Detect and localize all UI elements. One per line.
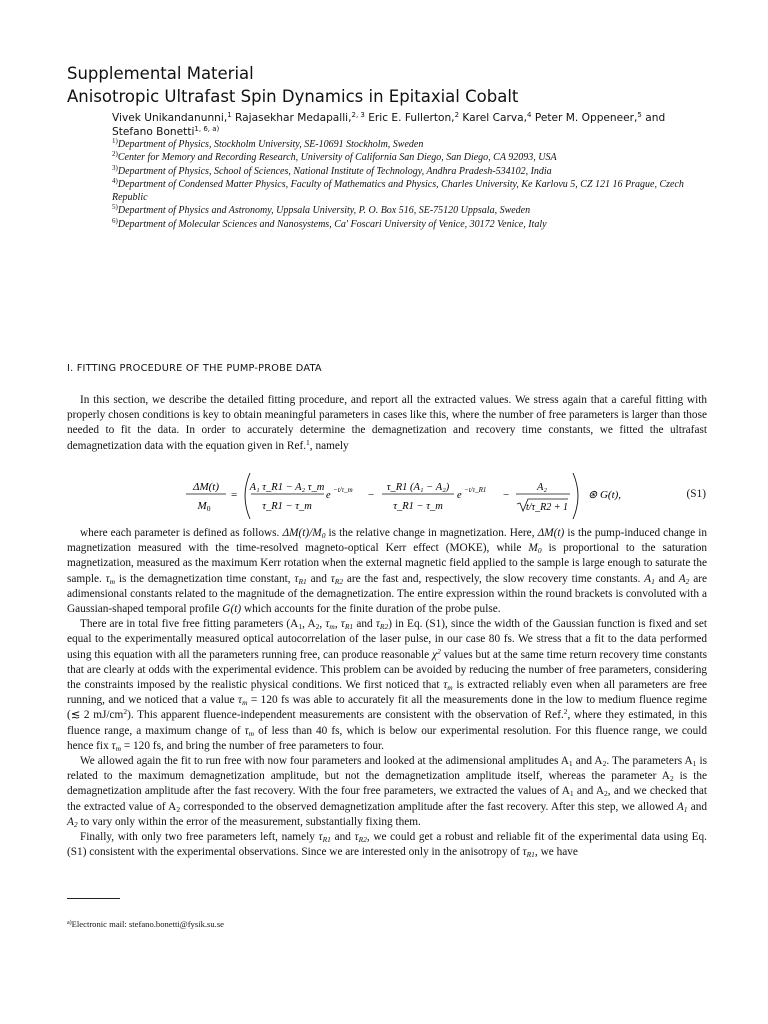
left-paren — [245, 473, 250, 519]
exp-base: e — [326, 490, 331, 501]
subscript: 1 — [692, 759, 697, 769]
math-symbol: $A_2$ — [67, 815, 78, 829]
subscript: 2 — [176, 804, 181, 814]
affiliation-number: 6) — [112, 216, 118, 225]
author-name: Vivek Unikandanunni, — [112, 112, 228, 124]
body-text: In this section, we describe the detailed fitting procedure, and report all the extracted values. We stress again that a careful fitting with properly chosen conditions is key to obtain meaningful parameters in cases like this, where the number of free parameters is larger than those needed to fit the data. In order to accurately determine the demagnetization and recovery time constants, we fitted the ultrafast demagnetization data with the equation given in Ref. — [67, 394, 707, 452]
body-text: , and we checked that the extracted value of A — [67, 785, 708, 813]
affiliation-text: Department of Condensed Matter Physics, Faculty of Mathematics and Physics, Charles University, Ke Karlovu 5, CZ 121 16 Prague, Czech Republic — [112, 178, 684, 204]
author-affil-sup: 2 — [454, 111, 460, 119]
subscript: 1 — [298, 622, 303, 632]
subscript: 2 — [669, 774, 674, 784]
body-text: , namely — [309, 439, 349, 452]
math-symbol: $\tau_{R2}$ — [330, 572, 344, 586]
footnote-text: Electronic mail: stefano.bonetti@fysik.su.se — [71, 919, 224, 929]
affiliation-list — [112, 138, 702, 231]
math-symbol: $A_2$ — [678, 572, 690, 586]
author-affil-sup: 2, 3 — [351, 111, 365, 119]
body-text: values but at the same time return recovery time constants that are clearly at odds with the experimental evidence. This problem can be avoided by reducing the number of free parameters, considering the constraints imposed by the realistic physical conditions. We first noticed that — [67, 648, 707, 692]
intro-paragraph — [67, 393, 707, 454]
minus-sign: − — [368, 489, 375, 501]
body-text: is the relative change in magnetization. Here, — [328, 527, 535, 539]
right-paren — [573, 473, 578, 519]
body-text: and — [310, 572, 327, 585]
body-text: = 120 fs was able to accurately fit all the measurements done in the low to medium fluence regime (≲ 2 mJ/cm — [67, 694, 708, 722]
affiliation-text: Department of Physics, Stockholm University, SE-10691 Stockholm, Sweden — [117, 139, 424, 150]
math-symbol: $\tau_{R2}$ — [375, 618, 389, 632]
affiliation — [112, 178, 702, 205]
body-text: is the pump-induced change in magnetization measured with the time-resolved magneto-optical Kerr effect (MOKE), while — [67, 527, 708, 555]
subscript: 1 — [568, 759, 573, 769]
math-symbol: $\Delta M(t)/M_0$ — [282, 527, 326, 540]
math-symbol: ΔM(t) — [537, 527, 565, 539]
math-symbol: $\tau_m$ — [325, 618, 335, 632]
minus-sign: − — [503, 489, 510, 501]
affiliation — [112, 204, 702, 217]
body-text: and A — [575, 755, 603, 768]
body-text: corresponded to the observed demagnetization amplitude after the fast recovery. After this step, we allowed — [183, 800, 674, 813]
body-text: and — [658, 572, 675, 585]
footnote — [67, 919, 224, 930]
body-text: ). This apparent fluence-independent measurements are consistent with the observation of Ref. — [127, 709, 564, 722]
superscript: 2 — [123, 707, 128, 717]
term1-denominator: τ_R1 − τ_m — [262, 501, 312, 512]
term2-denominator: τ_R1 − τ_m — [393, 501, 443, 512]
body-text: = 120 fs, and bring the number of free parameters to four. — [123, 739, 384, 752]
affiliation-number: 1) — [112, 137, 118, 145]
math-symbol: $\tau_m$ — [105, 572, 116, 586]
math-symbol: $\tau_{R1}$ — [340, 618, 354, 632]
math-symbol: $M_0$ — [528, 542, 542, 556]
math-symbol: $\tau_{R2}$ — [354, 831, 367, 845]
author-affil-sup: 5 — [637, 111, 642, 119]
math-symbol: $\tau_{R1}$ — [294, 572, 307, 586]
math-symbol: $A_1$ — [676, 800, 688, 814]
math-symbol: $\tau_m$ — [443, 679, 453, 693]
term1-exponent: −t/τ_m — [333, 486, 353, 494]
affiliation-number: 4) — [112, 176, 118, 185]
equation-s1-svg — [100, 470, 660, 522]
equation-lhs-denominator: M0 — [197, 500, 211, 513]
math-symbol: $\tau_m$ — [238, 694, 248, 708]
reference-marker: 1 — [306, 437, 310, 447]
affiliation — [112, 218, 702, 231]
body-text: is the demagnetization amplitude after the fast recovery. With the four free parameters, we extracted the values of A — [67, 770, 707, 798]
subscript: 1 — [569, 789, 574, 799]
subscript: 2 — [604, 789, 608, 799]
affiliation-text: Department of Physics and Astronomy, Uppsala University, P. O. Box 516, SE-75120 Uppsala, Sweden — [117, 205, 531, 217]
convolution-term: ⊛ G(t), — [588, 489, 622, 501]
affiliation — [112, 138, 702, 151]
body-text: and — [690, 800, 708, 813]
affiliation-text: Center for Memory and Recording Research, University of California San Diego, San Diego, CA 92093, USA — [117, 152, 557, 164]
body-text: and — [334, 831, 351, 844]
affiliation-number: 2) — [112, 150, 118, 159]
term2-numerator: τ_R1 (A₁ − A₂) — [386, 482, 450, 493]
author-affil-sup: 1 — [227, 111, 232, 119]
affiliation-number: 3) — [112, 163, 118, 172]
body-text: , where they estimated, in this fluence range, a maximum change of — [67, 709, 707, 737]
subscript: 2 — [315, 622, 320, 632]
body-text: of less than 40 fs, which is below our experimental resolution. For this fluence range, we could hence fix — [67, 724, 708, 752]
supplemental-label: Supplemental Material — [67, 64, 254, 83]
affiliation-text: Department of Physics, School of Sciences, National Institute of Technology, Andhra Pradesh-534102, India — [117, 165, 552, 177]
body-text: , we have — [534, 846, 578, 859]
term3-numerator: A₂ — [536, 482, 548, 493]
equation-s1 — [100, 470, 710, 522]
body-text: is extracted reliably even when all parameters are free running, and we noticed that a value — [67, 679, 707, 707]
author-name: Rajasekhar Medapalli, — [235, 112, 352, 124]
body-text: Finally, with only two free parameters left, namely — [80, 831, 315, 844]
body-text: , we could get a robust and reliable fit of the experimental data using Eq. (S1) consistent with the experimental observations. Since we are interested only in the anisotropy of — [67, 831, 708, 859]
author-conjunction: and — [645, 112, 666, 124]
affiliation-text: Department of Molecular Sciences and Nanosystems, Ca' Foscari University of Venice, 30172 Venice, Italy — [117, 218, 547, 230]
math-symbol: $A_1$ — [644, 572, 655, 586]
affiliation — [112, 151, 702, 164]
body-text: We allowed again the fit to run free with now four parameters and looked at the adimensional amplitudes A — [80, 755, 569, 768]
math-symbol: $\tau_m$ — [244, 724, 255, 738]
affiliation-number: 5) — [112, 203, 118, 212]
body-text: and — [356, 618, 373, 631]
math-symbol: G(t) — [222, 603, 242, 616]
body-text: . The parameters A — [606, 755, 693, 768]
author-name: Peter M. Oppeneer, — [534, 112, 638, 124]
section-heading: I. FITTING PROCEDURE OF THE PUMP-PROBE DATA — [67, 363, 322, 374]
equals-sign: = — [231, 489, 238, 501]
equation-lhs-numerator: ΔM(t) — [192, 481, 220, 493]
exp-base: e — [457, 490, 462, 501]
affiliation — [112, 165, 702, 178]
term1-numerator: A₁ τ_R1 − A₂ τ_m — [249, 482, 325, 493]
author-name: Stefano Bonetti — [112, 126, 195, 138]
body-text: ) in Eq. (S1), since the width of the Gaussian function is fixed and set equal to the experimentally measured optical autocorrelation of the laser pulse, in our case 80 fs. We stress that a fit to the data performed using this equation with all the parameters running free, can produce reasonable — [67, 618, 708, 661]
body-text: is proportional to the saturation magnetization, measured as the maximum Kerr rotation when the external magnetic field applied to the sample is large enough to saturate the sample. — [67, 542, 708, 585]
footnote-marker: a) — [67, 920, 72, 926]
body-text: is the demagnetization time constant, — [118, 572, 291, 585]
body-text: to vary only within the error of the measurement, substantially fixing them. — [80, 815, 421, 828]
author-name: Karel Carva, — [462, 112, 527, 124]
body-text: are the fast and, respectively, the slow recovery time constants. — [346, 572, 641, 585]
paper-title: Anisotropic Ultrafast Spin Dynamics in Epitaxial Cobalt — [67, 87, 519, 106]
math-symbol: $\tau_m$ — [111, 739, 122, 753]
author-affil-sup: 4 — [526, 111, 532, 119]
body-text: and A — [576, 785, 605, 798]
body-text: which accounts for the finite duration of the probe pulse. — [243, 603, 501, 616]
body-text: is related to the maximum demagnetization amplitude, but not the demagnetization amplitude itself, whereas the parameter A — [67, 755, 707, 783]
math-symbol: $\tau_{R1}$ — [318, 831, 331, 845]
equation-number: (S1) — [686, 488, 706, 500]
author-list — [112, 111, 712, 139]
math-symbol: $\chi^2$ — [432, 646, 441, 661]
definitions-paragraph — [67, 526, 707, 860]
math-symbol: $\tau_{R1}$ — [522, 846, 535, 860]
term2-exponent: −t/τ_R1 — [464, 486, 487, 494]
body-text: are adimensional constants related to the magnitude of the demagnetization. The entire expression within the round brackets is convoluted with a Gaussian-shaped temporal profile — [67, 572, 707, 616]
footnote-rule — [67, 898, 120, 899]
body-text: where each parameter is defined as follows. — [80, 527, 280, 539]
subscript: 2 — [602, 759, 607, 769]
body-text: There are in total five free fitting parameters (A — [80, 618, 299, 631]
reference-marker: 2 — [563, 707, 568, 717]
body-text: , — [319, 618, 323, 631]
term3-denominator: t/τ_R2 + 1 — [526, 502, 568, 513]
body-text: , — [334, 618, 338, 631]
author-name: Eric E. Fullerton, — [368, 112, 455, 124]
body-text: , A — [302, 618, 316, 631]
author-affil-sup: 1, 6, a) — [194, 125, 220, 133]
